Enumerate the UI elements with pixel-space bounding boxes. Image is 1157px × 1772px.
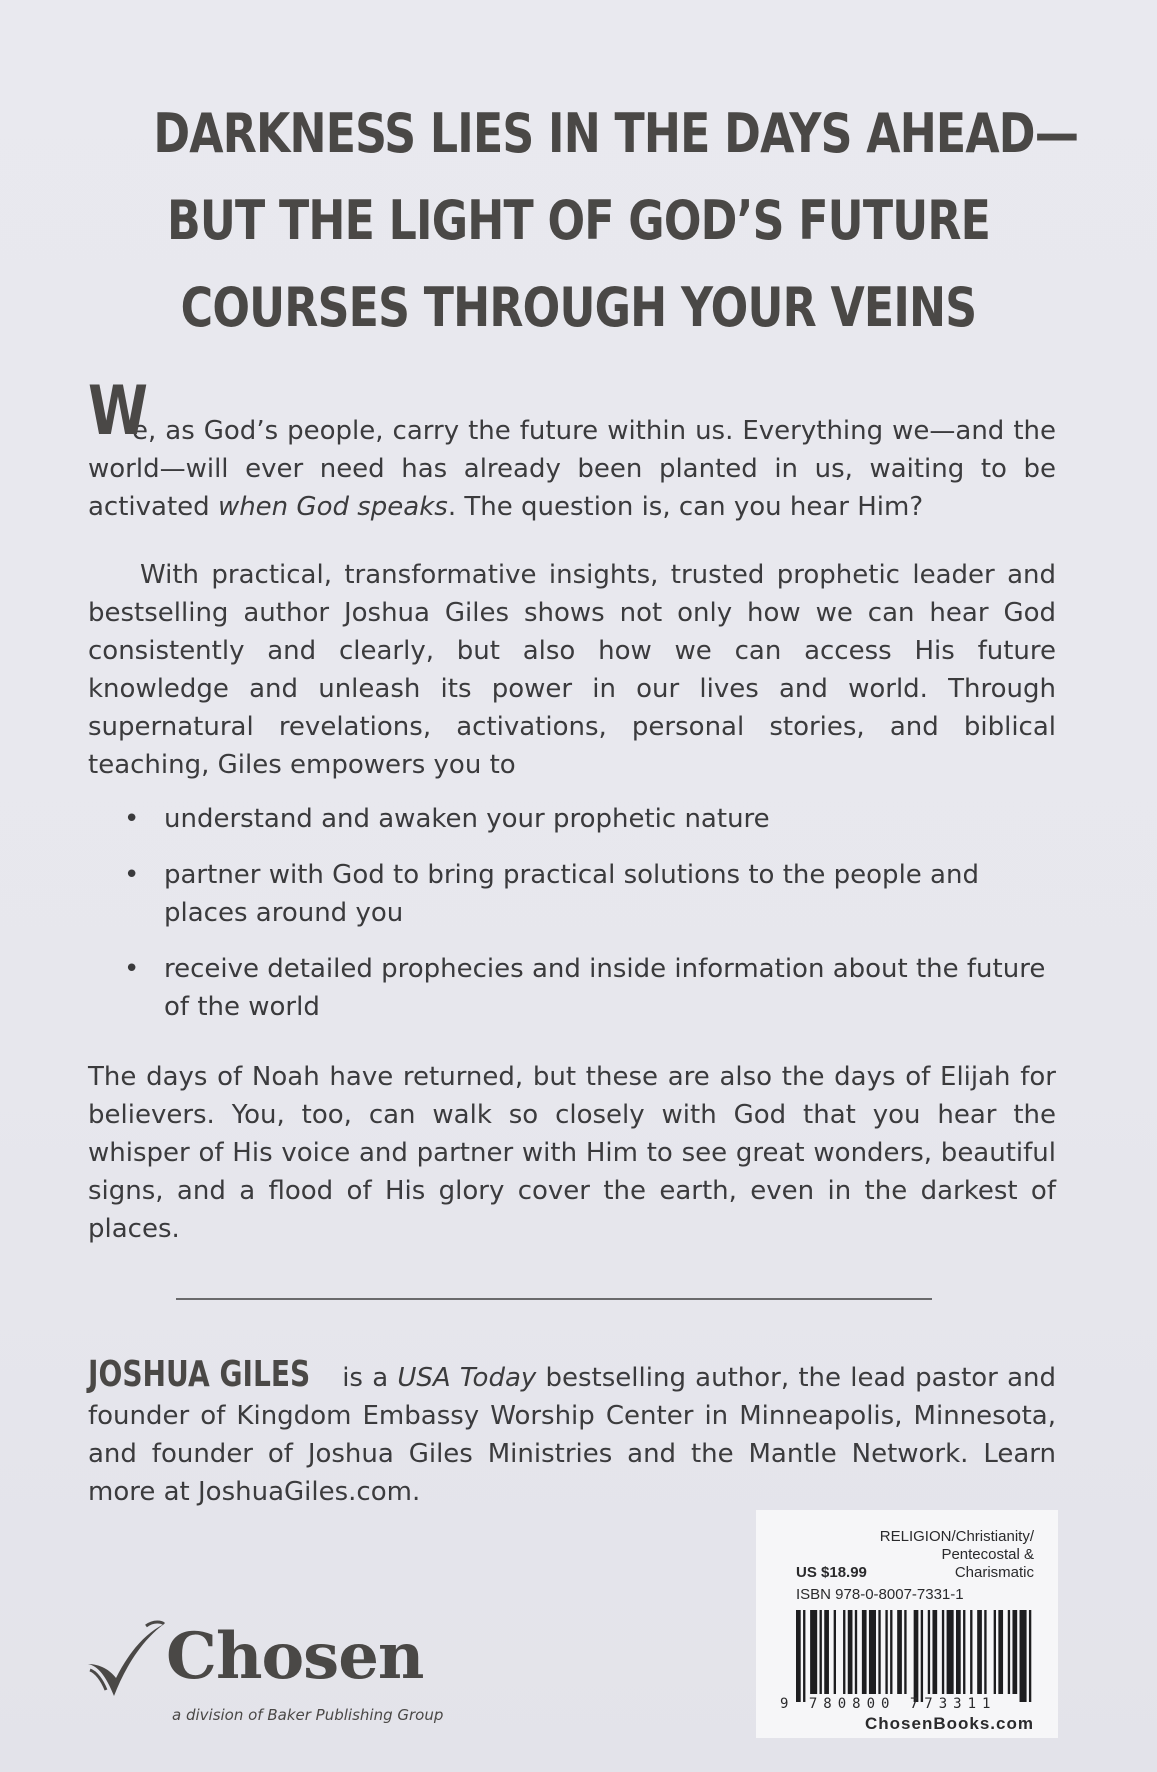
bullet-icon: •	[124, 860, 140, 890]
bullet-text: partner with God to bring practical solutions to the people and places around you	[164, 860, 979, 928]
bio-text-2: bestselling author, the lead pastor and founder of Kingdom Embassy Worship Center in Minneapolis, Minnesota, and founder of Joshua Giles Ministries and the Mantle Network. Learn more at JoshuaGiles.com.	[88, 1363, 1056, 1507]
headline-line-1: DARKNESS LIES IN THE DAYS AHEAD—	[153, 102, 1079, 165]
divider	[176, 1298, 932, 1300]
publisher-name: Chosen	[166, 1619, 424, 1694]
bullet-icon: •	[124, 954, 140, 984]
bio-italic: USA Today	[397, 1363, 537, 1393]
barcode-icon	[796, 1610, 1036, 1702]
drop-cap: W	[88, 372, 149, 451]
description-paragraph: With practical, transformative insights, trusted prophetic leader and bestselling author Joshua Giles shows not only how we can hear God consistently and clearly, but also how we can access His future knowledge and unleash its power in our lives and world. Through supernatural revelations, activations, personal stories, and biblical teaching, Giles empowers you to	[88, 560, 1056, 780]
bullet-list	[120, 800, 1050, 1044]
bullet-text: understand and awaken your prophetic nature	[164, 804, 770, 834]
price: US $18.99	[796, 1564, 867, 1581]
publisher-subtitle: a division of Baker Publishing Group	[172, 1706, 444, 1724]
list-item	[120, 856, 1050, 932]
headline-line-3: COURSES THROUGH YOUR VEINS	[180, 276, 977, 339]
intro-text-2: . The question is, can you hear Him?	[447, 492, 924, 522]
intro-italic: when God speaks	[217, 492, 448, 522]
barcode-digits: 9 780800 773311	[780, 1696, 997, 1712]
list-item	[120, 800, 1050, 838]
intro-paragraph	[88, 372, 1056, 526]
bio-text-1: is a	[332, 1363, 398, 1393]
publisher-logo	[84, 1620, 464, 1730]
checkmark-flourish-icon	[84, 1620, 168, 1710]
list-item	[120, 950, 1050, 1026]
headline-line-2: BUT THE LIGHT OF GOD’S FUTURE	[166, 189, 991, 252]
headline	[153, 90, 1079, 351]
publisher-website: ChosenBooks.com	[865, 1714, 1034, 1733]
intro-text-1: e, as God’s people, carry the future within us. Everything we—and the world—will ever need has already been planted in us, waiting to be activated	[88, 416, 1056, 522]
category-line: Pentecostal &	[941, 1546, 1034, 1563]
author-name: JOSHUA GILES	[88, 1354, 311, 1395]
bullet-icon: •	[124, 804, 140, 834]
bullet-text: receive detailed prophecies and inside information about the future of the world	[164, 954, 1046, 1022]
closing-paragraph: The days of Noah have returned, but these are also the days of Elijah for believers. You, too, can walk so closely with God that you hear the whisper of His voice and partner with Him to see great wonders, beautiful signs, and a flood of His glory cover the earth, even in the darkest of places.	[88, 1062, 1056, 1244]
isbn: ISBN 978-0-8007-7331-1	[796, 1586, 964, 1603]
category-line: RELIGION/Christianity/	[879, 1528, 1034, 1545]
category-line: Charismatic	[954, 1564, 1034, 1581]
barcode-panel	[756, 1510, 1058, 1738]
author-bio	[88, 1356, 1056, 1511]
